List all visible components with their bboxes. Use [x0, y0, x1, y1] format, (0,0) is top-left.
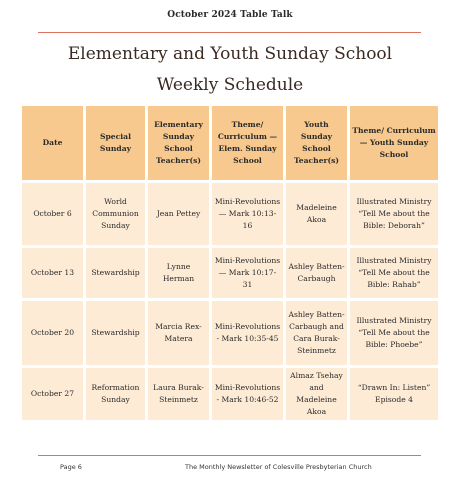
cell-date: October 20 [22, 301, 86, 368]
column-header-elem-theme: Theme/ Curriculum — Elem. Sunday School [212, 106, 286, 183]
cell-youth-theme: Illustrated Ministry “Tell Me about the Bible: Phoebe” [350, 301, 438, 368]
top-divider [38, 32, 421, 33]
cell-elem-theme: Mini-Revolutions - Mark 10:35-45 [212, 301, 286, 368]
cell-special-sunday: Reformation Sunday [86, 368, 148, 423]
column-header-special-sunday: Special Sunday [86, 106, 148, 183]
page-number: Page 6 [60, 463, 82, 471]
table-row [22, 301, 438, 368]
cell-youth-teachers: Madeleine Akoa [286, 183, 350, 248]
table-row [22, 368, 438, 423]
cell-youth-theme: Illustrated Ministry “Tell Me about the Bible: Deborah” [350, 183, 438, 248]
cell-date: October 27 [22, 368, 86, 423]
newsletter-header: October 2024 Table Talk [167, 10, 293, 20]
table-header-row [22, 106, 438, 183]
cell-special-sunday: Stewardship [86, 248, 148, 301]
cell-youth-theme: “Drawn In: Listen” Episode 4 [350, 368, 438, 423]
cell-youth-teachers: Almaz Tsehay and Madeleine Akoa [286, 368, 350, 423]
cell-date: October 6 [22, 183, 86, 248]
page-title: Elementary and Youth Sunday School [67, 44, 393, 64]
page-subtitle: Weekly Schedule [156, 75, 304, 95]
cell-elem-teachers: Lynne Herman [148, 248, 212, 301]
cell-elem-teachers: Jean Pettey [148, 183, 212, 248]
newsletter-footer: The Monthly Newsletter of Colesville Presbyterian Church [185, 463, 372, 471]
bottom-divider [38, 455, 421, 456]
cell-elem-theme: Mini-Revolutions — Mark 10:17-31 [212, 248, 286, 301]
table-row [22, 248, 438, 301]
cell-elem-teachers: Laura Burak-Steinmetz [148, 368, 212, 423]
cell-elem-teachers: Marcia Rex-Matera [148, 301, 212, 368]
column-header-elem-teachers: Elementary Sunday School Teacher(s) [148, 106, 212, 183]
cell-youth-teachers: Ashley Batten-Carbaugh and Cara Burak-Steinmetz [286, 301, 350, 368]
cell-elem-theme: Mini-Revolutions - Mark 10:46-52 [212, 368, 286, 423]
column-header-youth-theme: Theme/ Curriculum — Youth Sunday School [350, 106, 438, 183]
table-row [22, 183, 438, 248]
column-header-date: Date [22, 106, 86, 183]
cell-special-sunday: Stewardship [86, 301, 148, 368]
cell-youth-teachers: Ashley Batten-Carbaugh [286, 248, 350, 301]
cell-youth-theme: Illustrated Ministry “Tell Me about the Bible: Rahab” [350, 248, 438, 301]
column-header-youth-teachers: Youth Sunday School Teacher(s) [286, 106, 350, 183]
cell-special-sunday: World Communion Sunday [86, 183, 148, 248]
schedule-table [22, 106, 438, 423]
cell-date: October 13 [22, 248, 86, 301]
cell-elem-theme: Mini-Revolutions — Mark 10:13-16 [212, 183, 286, 248]
